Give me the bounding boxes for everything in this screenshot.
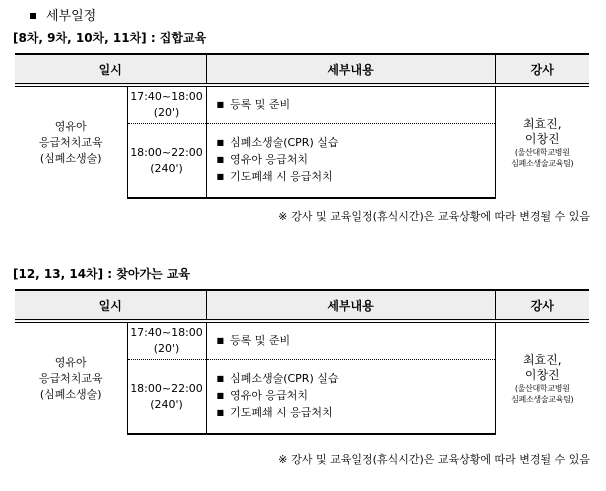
note-mark: ※: [278, 210, 288, 223]
detail-item: ■ 기도폐쇄 시 응급처치: [217, 169, 495, 186]
schedule-table-1: [15, 53, 589, 199]
column-header-detail: 세부내용: [206, 290, 495, 321]
program-line: 영유아: [54, 119, 87, 133]
instructor-affiliation: 심폐소생술교육팀): [511, 394, 574, 404]
instructor-name: 이창진: [524, 131, 560, 146]
time-range: 18:00~22:00: [130, 381, 203, 395]
detail-item: ■ 심폐소생술(CPR) 실습: [217, 371, 495, 388]
program-line: 응급처치교육: [38, 135, 103, 149]
duration: (20'): [153, 342, 180, 355]
schedule-note-1: [278, 208, 590, 224]
instructor-name: 최효진,: [522, 352, 562, 367]
time-range: 17:40~18:00: [130, 326, 203, 339]
section-title-1: [8차, 9차, 10차, 11차] : 집합교육: [13, 31, 207, 45]
time-range: 18:00~22:00: [130, 145, 203, 159]
column-header-detail: 세부내용: [206, 54, 495, 85]
time-cell: [127, 360, 206, 435]
note-text: 강사 및 교육일정(휴식시간)은 교육상황에 따라 변경될 수 있음: [291, 210, 590, 223]
program-line: (심폐소생술): [39, 151, 102, 165]
section-title-2: [12, 13, 14차] : 찾아가는 교육: [13, 267, 191, 281]
instructor-cell: [495, 85, 589, 198]
instructor-affiliation: 심폐소생술교육팀): [511, 158, 574, 168]
schedule-heading: [30, 5, 96, 24]
duration: (240'): [150, 397, 183, 411]
program-line: 응급처치교육: [38, 371, 103, 385]
program-cell: [15, 321, 127, 434]
time-cell: [127, 85, 206, 124]
time-cell: [127, 321, 206, 360]
square-bullet-icon: [30, 13, 36, 19]
detail-item: ■ 기도폐쇄 시 응급처치: [217, 405, 495, 422]
instructor-affiliation: (울산대학교병원: [514, 147, 570, 157]
duration: (240'): [150, 161, 183, 175]
detail-cell: [206, 124, 495, 199]
heading-text: 세부일정: [46, 9, 97, 24]
detail-item: ■ 영유아 응급처치: [217, 152, 495, 169]
schedule-note-2: [278, 451, 590, 467]
detail-cell: [206, 85, 495, 124]
time-cell: [127, 124, 206, 199]
column-header-date: 일시: [15, 54, 206, 85]
duration: (20'): [153, 106, 180, 119]
note-text: 강사 및 교육일정(휴식시간)은 교육상황에 따라 변경될 수 있음: [291, 453, 590, 466]
detail-item: ■ 등록 및 준비: [217, 333, 495, 350]
instructor-affiliation: (울산대학교병원: [514, 383, 570, 393]
detail-item: ■ 등록 및 준비: [217, 97, 495, 114]
schedule-table-2: [15, 289, 589, 435]
instructor-name: 이창진: [524, 367, 560, 382]
detail-cell: [206, 321, 495, 360]
column-header-date: 일시: [15, 290, 206, 321]
program-line: 영유아: [54, 355, 87, 369]
column-header-instructor: 강사: [495, 54, 589, 85]
detail-item: ■ 영유아 응급처치: [217, 388, 495, 405]
instructor-cell: [495, 321, 589, 434]
detail-cell: [206, 360, 495, 435]
time-range: 17:40~18:00: [130, 90, 203, 103]
program-line: (심폐소생술): [39, 387, 102, 401]
program-cell: [15, 85, 127, 198]
note-mark: ※: [278, 453, 288, 466]
instructor-name: 최효진,: [522, 116, 562, 131]
column-header-instructor: 강사: [495, 290, 589, 321]
detail-item: ■ 심폐소생술(CPR) 실습: [217, 135, 495, 152]
